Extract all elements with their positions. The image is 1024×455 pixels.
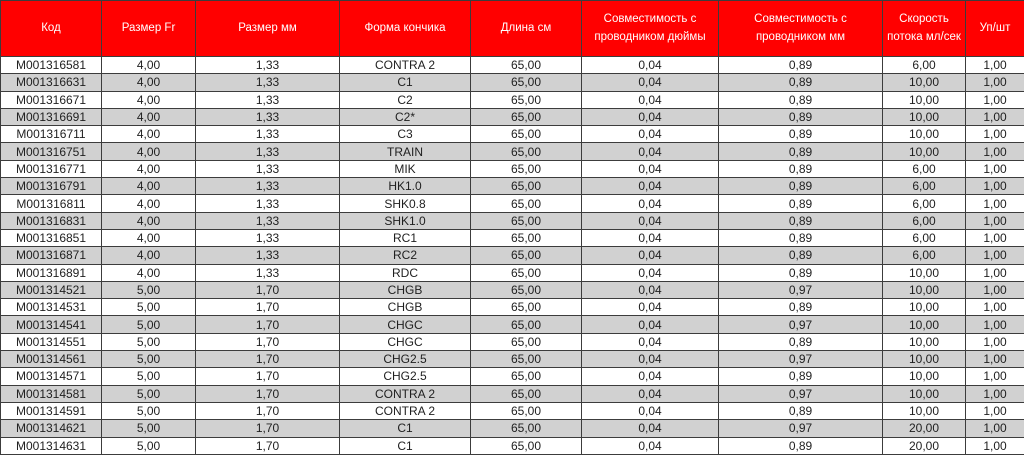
table-cell: 0,04: [582, 195, 719, 212]
header-label: Длина см: [471, 1, 581, 56]
table-cell: M001316871: [1, 247, 102, 264]
table-cell: 0,97: [719, 281, 883, 298]
table-cell: M001314541: [1, 316, 102, 333]
table-cell: 10,00: [883, 108, 966, 125]
table-cell: 1,00: [966, 91, 1024, 108]
table-cell: M001316891: [1, 264, 102, 281]
table-row: [1, 212, 1024, 229]
table-cell: 65,00: [471, 108, 582, 125]
table-cell: 5,00: [102, 333, 196, 350]
table-cell: C2: [340, 91, 471, 108]
table-row: [1, 178, 1024, 195]
table-cell: 0,89: [719, 299, 883, 316]
table-cell: 1,70: [196, 385, 340, 402]
table-cell: 0,04: [582, 368, 719, 385]
table-cell: 0,89: [719, 437, 883, 454]
table-cell: 0,04: [582, 247, 719, 264]
table-cell: 4,00: [102, 229, 196, 246]
table-cell: C1: [340, 74, 471, 91]
table-cell: 65,00: [471, 420, 582, 437]
table-cell: 6,00: [883, 160, 966, 177]
table-cell: 65,00: [471, 143, 582, 160]
header-row: [1, 1, 1024, 57]
table-cell: 0,97: [719, 316, 883, 333]
header-cell-tip-shape: [340, 1, 471, 57]
header-cell-guidewire-inch: [582, 1, 719, 57]
table-cell: 4,00: [102, 212, 196, 229]
table-row: [1, 57, 1024, 74]
table-cell: 65,00: [471, 178, 582, 195]
table-row: [1, 281, 1024, 298]
table-cell: 6,00: [883, 229, 966, 246]
header-cell-flow-rate: [883, 1, 966, 57]
table-cell: 1,00: [966, 351, 1024, 368]
table-row: [1, 160, 1024, 177]
table-cell: 1,70: [196, 368, 340, 385]
table-cell: 1,00: [966, 57, 1024, 74]
table-cell: 0,04: [582, 420, 719, 437]
table-cell: 5,00: [102, 402, 196, 419]
table-cell: 1,00: [966, 264, 1024, 281]
table-cell: 0,04: [582, 108, 719, 125]
table-cell: 4,00: [102, 108, 196, 125]
table-row: [1, 229, 1024, 246]
table-cell: 10,00: [883, 385, 966, 402]
table-cell: 65,00: [471, 212, 582, 229]
table-cell: 1,00: [966, 212, 1024, 229]
header-cell-size-fr: [102, 1, 196, 57]
table-cell: 1,70: [196, 351, 340, 368]
table-cell: 0,97: [719, 420, 883, 437]
table-cell: 1,33: [196, 143, 340, 160]
table-row: [1, 351, 1024, 368]
table-cell: 0,89: [719, 264, 883, 281]
header-label: Уп/шт: [966, 1, 1024, 56]
table-cell: RDC: [340, 264, 471, 281]
table-row: [1, 195, 1024, 212]
table-row: [1, 437, 1024, 454]
table-cell: TRAIN: [340, 143, 471, 160]
table-cell: 1,00: [966, 281, 1024, 298]
table-cell: 10,00: [883, 316, 966, 333]
table-row: [1, 333, 1024, 350]
table-cell: 65,00: [471, 437, 582, 454]
table-cell: 6,00: [883, 212, 966, 229]
table-cell: 1,00: [966, 368, 1024, 385]
table-cell: SHK1.0: [340, 212, 471, 229]
header-label: Размер мм: [196, 1, 339, 56]
table-cell: 5,00: [102, 385, 196, 402]
table-cell: 4,00: [102, 143, 196, 160]
table-body: [1, 57, 1024, 455]
table-cell: 0,89: [719, 195, 883, 212]
table-cell: 1,70: [196, 333, 340, 350]
table-cell: 6,00: [883, 195, 966, 212]
table-cell: 0,04: [582, 229, 719, 246]
table-cell: M001316791: [1, 178, 102, 195]
table-cell: 65,00: [471, 160, 582, 177]
table-cell: 6,00: [883, 178, 966, 195]
table-cell: 1,00: [966, 229, 1024, 246]
table-cell: C3: [340, 126, 471, 143]
table-cell: 1,70: [196, 281, 340, 298]
table-cell: 1,70: [196, 437, 340, 454]
header-cell-code: [1, 1, 102, 57]
table-cell: 1,00: [966, 160, 1024, 177]
table-cell: 0,89: [719, 57, 883, 74]
table-cell: 20,00: [883, 420, 966, 437]
table-cell: 0,89: [719, 247, 883, 264]
table-row: [1, 126, 1024, 143]
table-cell: 0,04: [582, 333, 719, 350]
table-cell: 0,89: [719, 212, 883, 229]
table-cell: 1,00: [966, 247, 1024, 264]
table-cell: 65,00: [471, 91, 582, 108]
table-cell: 1,00: [966, 333, 1024, 350]
table-cell: MIK: [340, 160, 471, 177]
table-cell: 1,70: [196, 316, 340, 333]
table-cell: CHGB: [340, 281, 471, 298]
table-row: [1, 420, 1024, 437]
table-cell: CHG2.5: [340, 351, 471, 368]
table-cell: M001316831: [1, 212, 102, 229]
table-cell: 1,00: [966, 437, 1024, 454]
table-cell: 5,00: [102, 351, 196, 368]
table-cell: 0,04: [582, 385, 719, 402]
table-cell: 1,00: [966, 420, 1024, 437]
table-cell: 10,00: [883, 299, 966, 316]
table-cell: 65,00: [471, 264, 582, 281]
table-cell: M001316691: [1, 108, 102, 125]
header-cell-length-cm: [471, 1, 582, 57]
table-row: [1, 368, 1024, 385]
table-cell: 5,00: [102, 437, 196, 454]
table-row: [1, 385, 1024, 402]
table-cell: 10,00: [883, 368, 966, 385]
table-cell: 4,00: [102, 195, 196, 212]
table-cell: 0,89: [719, 74, 883, 91]
table-cell: 1,33: [196, 74, 340, 91]
table-cell: 0,89: [719, 402, 883, 419]
table-cell: 4,00: [102, 57, 196, 74]
table-cell: 1,00: [966, 178, 1024, 195]
table-cell: 10,00: [883, 281, 966, 298]
table-cell: M001314531: [1, 299, 102, 316]
table-cell: CHGB: [340, 299, 471, 316]
table-cell: 65,00: [471, 229, 582, 246]
table-cell: CONTRA 2: [340, 57, 471, 74]
table-cell: 1,00: [966, 126, 1024, 143]
table-cell: 1,70: [196, 402, 340, 419]
table-cell: 65,00: [471, 195, 582, 212]
table-cell: 0,89: [719, 91, 883, 108]
table-cell: 65,00: [471, 74, 582, 91]
table-cell: M001314591: [1, 402, 102, 419]
table-row: [1, 74, 1024, 91]
table-cell: 0,04: [582, 264, 719, 281]
table-cell: 5,00: [102, 281, 196, 298]
table-cell: 6,00: [883, 57, 966, 74]
table-cell: 0,04: [582, 299, 719, 316]
table-cell: 1,33: [196, 126, 340, 143]
table-cell: 0,04: [582, 160, 719, 177]
header-label: Размер Fr: [102, 1, 195, 56]
table-cell: 1,00: [966, 316, 1024, 333]
table-cell: 0,89: [719, 333, 883, 350]
table-cell: 1,00: [966, 299, 1024, 316]
table-cell: 5,00: [102, 299, 196, 316]
table-cell: M001316751: [1, 143, 102, 160]
table-cell: 1,00: [966, 108, 1024, 125]
header-cell-pack-qty: [966, 1, 1024, 57]
table-cell: CONTRA 2: [340, 402, 471, 419]
table-cell: 4,00: [102, 74, 196, 91]
table-cell: M001316671: [1, 91, 102, 108]
table-cell: 1,00: [966, 74, 1024, 91]
header-cell-guidewire-mm: [719, 1, 883, 57]
table-cell: 4,00: [102, 126, 196, 143]
table-cell: 0,04: [582, 178, 719, 195]
table-cell: 4,00: [102, 160, 196, 177]
table-cell: 10,00: [883, 74, 966, 91]
table-row: [1, 402, 1024, 419]
table-cell: 0,04: [582, 316, 719, 333]
table-cell: 1,00: [966, 385, 1024, 402]
table-row: [1, 143, 1024, 160]
table-cell: 20,00: [883, 437, 966, 454]
table-cell: CHGC: [340, 316, 471, 333]
table-row: [1, 108, 1024, 125]
table-cell: CONTRA 2: [340, 385, 471, 402]
table-cell: 1,33: [196, 178, 340, 195]
table-cell: 0,89: [719, 178, 883, 195]
table-row: [1, 299, 1024, 316]
table-cell: 10,00: [883, 333, 966, 350]
table-cell: 0,04: [582, 402, 719, 419]
table-cell: RC1: [340, 229, 471, 246]
table-cell: M001316771: [1, 160, 102, 177]
table-cell: 1,00: [966, 402, 1024, 419]
header-label: Скорость потока мл/сек: [883, 1, 965, 56]
table-cell: M001314621: [1, 420, 102, 437]
table-cell: 5,00: [102, 316, 196, 333]
table-cell: 5,00: [102, 420, 196, 437]
table-cell: M001316811: [1, 195, 102, 212]
table-cell: CHG2.5: [340, 368, 471, 385]
table-cell: 0,04: [582, 281, 719, 298]
table-cell: 0,89: [719, 368, 883, 385]
table-cell: C2*: [340, 108, 471, 125]
table-cell: 4,00: [102, 91, 196, 108]
table-row: [1, 247, 1024, 264]
table-cell: 0,04: [582, 351, 719, 368]
table-row: [1, 91, 1024, 108]
header-label: Совместимость с проводником дюймы: [582, 1, 718, 56]
table-cell: 0,04: [582, 57, 719, 74]
table-cell: 1,33: [196, 264, 340, 281]
table-cell: 0,89: [719, 126, 883, 143]
table-cell: 1,00: [966, 195, 1024, 212]
table-cell: 1,33: [196, 195, 340, 212]
table-cell: C1: [340, 437, 471, 454]
table-cell: 4,00: [102, 247, 196, 264]
table-row: [1, 316, 1024, 333]
table-cell: RC2: [340, 247, 471, 264]
table-cell: 65,00: [471, 385, 582, 402]
table-cell: HK1.0: [340, 178, 471, 195]
table-cell: M001316711: [1, 126, 102, 143]
table-cell: M001316851: [1, 229, 102, 246]
table-cell: 10,00: [883, 351, 966, 368]
table-cell: 0,04: [582, 74, 719, 91]
table-cell: 1,33: [196, 108, 340, 125]
table-cell: 10,00: [883, 126, 966, 143]
table-cell: 5,00: [102, 368, 196, 385]
table-cell: 0,89: [719, 108, 883, 125]
table-cell: M001314631: [1, 437, 102, 454]
header-label: Совместимость с проводником мм: [719, 1, 882, 56]
table-cell: M001314561: [1, 351, 102, 368]
table-cell: 10,00: [883, 402, 966, 419]
table-cell: M001314571: [1, 368, 102, 385]
table-cell: 1,33: [196, 160, 340, 177]
table-cell: M001316631: [1, 74, 102, 91]
table-cell: 0,04: [582, 143, 719, 160]
table-cell: 65,00: [471, 316, 582, 333]
table-cell: 0,97: [719, 351, 883, 368]
table-cell: 1,70: [196, 420, 340, 437]
table-cell: 65,00: [471, 351, 582, 368]
table-cell: 6,00: [883, 247, 966, 264]
table-cell: 65,00: [471, 402, 582, 419]
table-cell: 65,00: [471, 57, 582, 74]
table-cell: M001314551: [1, 333, 102, 350]
table-row: [1, 264, 1024, 281]
table-cell: 1,00: [966, 143, 1024, 160]
table-cell: 1,33: [196, 212, 340, 229]
table-cell: 65,00: [471, 368, 582, 385]
header-label: Код: [1, 1, 101, 56]
table-cell: 0,04: [582, 91, 719, 108]
table-cell: 1,33: [196, 91, 340, 108]
table-cell: 4,00: [102, 264, 196, 281]
table-cell: 65,00: [471, 247, 582, 264]
table-cell: 1,33: [196, 247, 340, 264]
table-cell: 1,70: [196, 299, 340, 316]
table-cell: 0,04: [582, 437, 719, 454]
table-cell: 0,89: [719, 160, 883, 177]
table-cell: 65,00: [471, 281, 582, 298]
table-cell: 65,00: [471, 333, 582, 350]
table-cell: CHGC: [340, 333, 471, 350]
table-cell: 10,00: [883, 264, 966, 281]
table-cell: SHK0.8: [340, 195, 471, 212]
header-label: Форма кончика: [340, 1, 470, 56]
table-cell: 65,00: [471, 299, 582, 316]
table-cell: 10,00: [883, 91, 966, 108]
table-cell: 0,89: [719, 229, 883, 246]
table-cell: 0,04: [582, 212, 719, 229]
table-cell: M001316581: [1, 57, 102, 74]
table-cell: 0,89: [719, 143, 883, 160]
table-cell: C1: [340, 420, 471, 437]
header-cell-size-mm: [196, 1, 340, 57]
table-cell: 0,04: [582, 126, 719, 143]
table-cell: 0,97: [719, 385, 883, 402]
table-cell: M001314521: [1, 281, 102, 298]
table-cell: 4,00: [102, 178, 196, 195]
table-cell: 1,33: [196, 229, 340, 246]
table-cell: 1,33: [196, 57, 340, 74]
table-cell: M001314581: [1, 385, 102, 402]
table-cell: 10,00: [883, 143, 966, 160]
table-cell: 65,00: [471, 126, 582, 143]
